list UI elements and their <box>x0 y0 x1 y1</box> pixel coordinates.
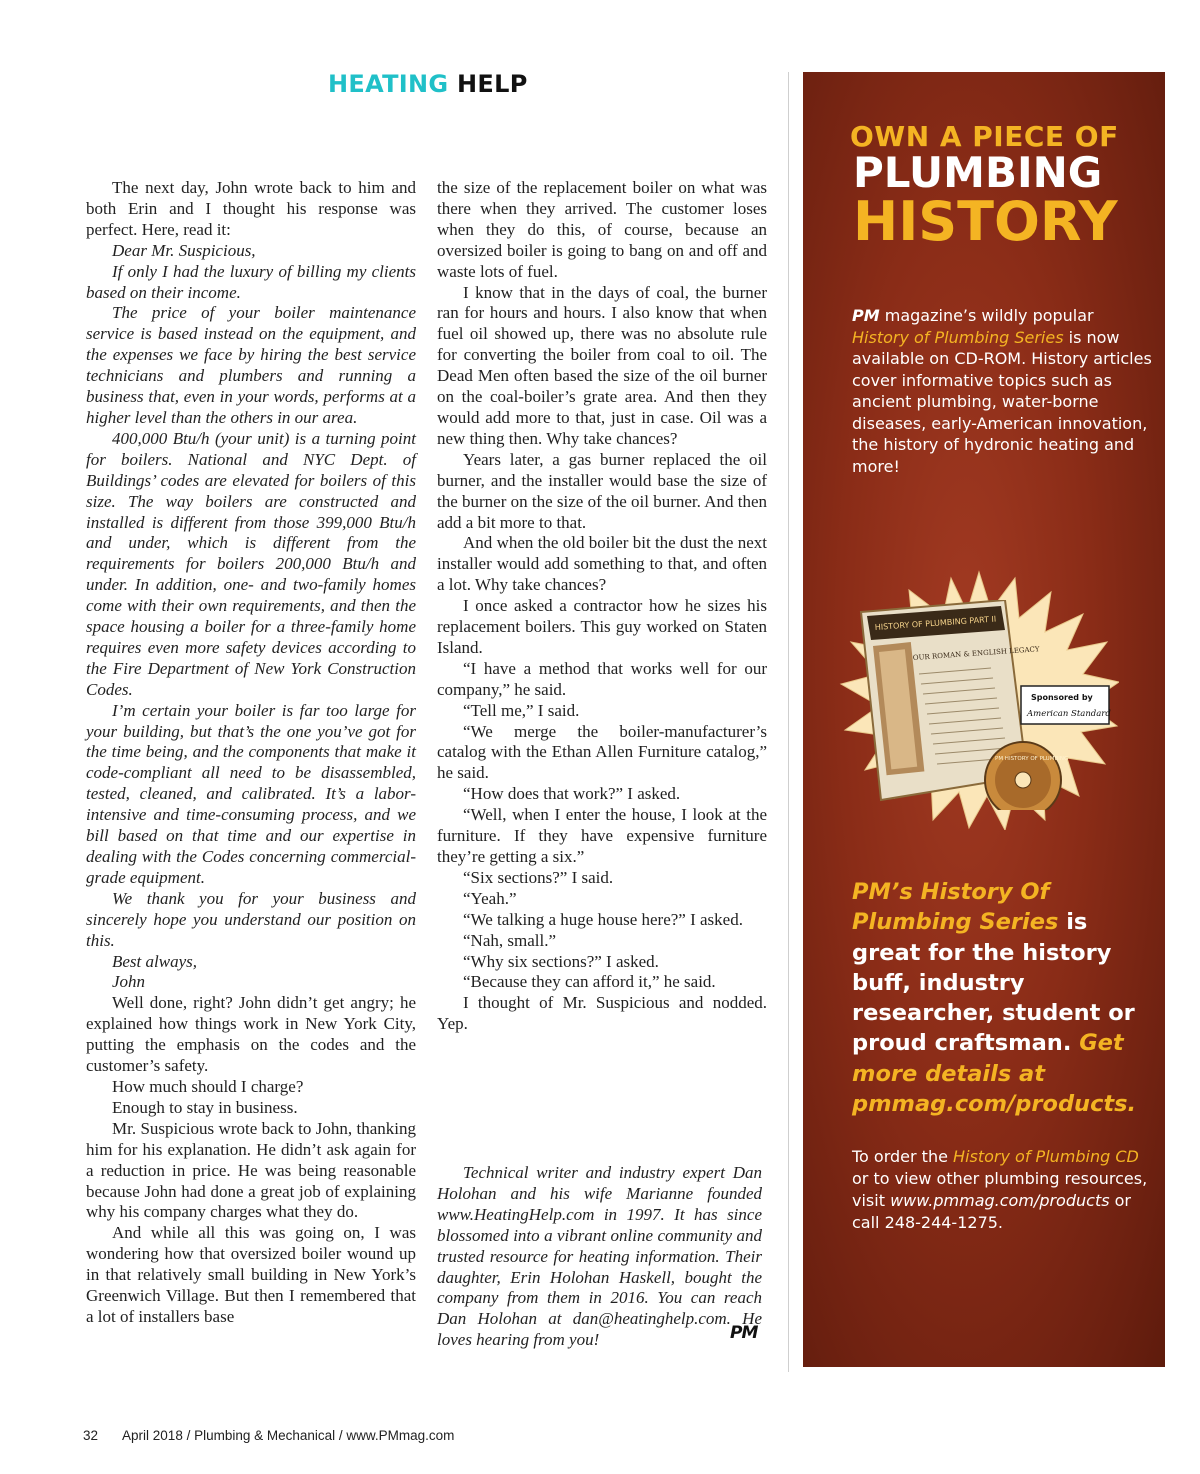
paragraph: And while all this was going on, I was wondering how that oversized boiler wound up in that relatively small building in New York’s Greenwich Village. But then I remembered that a lot of installers base <box>86 1223 416 1326</box>
paragraph: I know that in the days of coal, the burner ran for hours and hours. I also know that when fuel oil showed up, there was no absolute rule for converting the boiler from coal to oil. The Dead Men often based the size of the oil burner on the coal-boiler’s grate area. And then they would add more to that, just in case. Oil was a new thing then. Why take chances? <box>437 282 767 448</box>
paragraph: “I have a method that works well for our company,” he said. <box>437 658 767 699</box>
footer-publication: April 2018 / Plumbing & Mechanical / www.PMmag.com <box>122 1428 455 1443</box>
ad-phone-text: or call 248-244-1275. <box>852 1191 1131 1232</box>
paragraph: If only I had the luxury of billing my clients based on their income. <box>86 261 416 302</box>
ad-series-title: PM’s History Of Plumbing Series <box>852 879 1059 936</box>
paragraph: The next day, John wrote back to him and both Erin and I thought his response was perfect. Here, read it: <box>86 178 416 239</box>
ad-cd-name: History of Plumbing CD <box>953 1147 1139 1166</box>
column-divider <box>788 72 789 1372</box>
ad-description <box>852 305 1152 477</box>
paragraph: Best always, <box>112 951 197 971</box>
sponsor-label: Sponsored by <box>1031 693 1093 702</box>
ad-big-text: is great for the history buff, industry researcher, student or proud craftsman. <box>852 909 1135 1057</box>
paragraph: The price of your boiler maintenance service is based instead on the equipment, and the expenses we face by hiring the best service technicians and plumbers and running a business that, even in your words, performs at a higher level than the others in our area. <box>86 303 416 427</box>
paragraph: I once asked a contractor how he sizes his replacement boilers. This guy worked on Staten Island. <box>437 596 767 657</box>
section-header <box>328 70 528 98</box>
cd-image <box>985 742 1068 810</box>
paragraph: “Nah, small.” <box>463 930 556 950</box>
ad-title-line2: PLUMBING <box>853 148 1103 197</box>
author-bio <box>437 1163 762 1351</box>
paragraph: “We talking a huge house here?” I asked. <box>463 909 743 929</box>
paragraph: Dear Mr. Suspicious, <box>112 240 256 260</box>
paragraph: John <box>112 972 146 992</box>
ad-details-link[interactable]: Get more details at pmmag.com/products. <box>852 1030 1137 1118</box>
paragraph: “Six sections?” I said. <box>463 867 614 887</box>
ad-series-name: History of Plumbing Series <box>852 327 1064 347</box>
paragraph: How much should I charge? <box>112 1076 304 1096</box>
paragraph: 400,000 Btu/h (your unit) is a turning point for boilers. National and NYC Dept. of Buildings’ codes are elevated for boilers of this size. The way boilers are constructed and installed is different from those 399,000 Btu/h and under, which is different from the requirements for boilers 200,000 Btu/h and under. In addition, one- and two-family homes come with their own requirements, and then the space housing a boiler for a three-family home requires even more safety devices according to the Fire Department of New York Construction Codes. <box>86 428 416 699</box>
ad-website-link[interactable]: www.pmmag.com/products <box>890 1191 1110 1210</box>
ad-desc-text: magazine’s wildly popular <box>879 306 1094 325</box>
ad-order-text: To order the <box>852 1147 954 1166</box>
paragraph: I thought of Mr. Suspicious and nodded. Yep. <box>437 993 767 1034</box>
page-number: 32 <box>83 1428 99 1443</box>
booklet-subtitle: OUR ROMAN & ENGLISH LEGACY <box>912 645 1040 662</box>
ad-title-line1: OWN A PIECE OF <box>850 120 1119 153</box>
paragraph: Well done, right? John didn’t get angry; he explained how things work in New York City, putting the emphasis on the codes and the customer’s safety. <box>86 993 416 1076</box>
ad-order-block <box>852 1146 1152 1234</box>
paragraph: “How does that work?” I asked. <box>463 784 681 804</box>
paragraph: the size of the replacement boiler on what was there when they arrived. The customer loses when they do this, of course, because an oversized boiler is going to bang on and off and waste lots of fuel. <box>437 178 767 281</box>
header-heating: HEATING <box>328 70 449 98</box>
booklet-title: HISTORY OF PLUMBING PART II <box>874 614 997 632</box>
paragraph: “Well, when I enter the house, I look at the furniture. If they have expensive furniture they’re getting a six.” <box>437 805 767 866</box>
header-help: HELP <box>457 70 528 98</box>
paragraph: “We merge the boiler-manufacturer’s catalog with the Ethan Allen Furniture catalog,” he said. <box>437 721 767 783</box>
ad-headline-block <box>852 877 1152 1119</box>
ad-title-line3: HISTORY <box>853 190 1118 253</box>
article-column-2 <box>437 178 767 1035</box>
cd-label: PM HISTORY OF PLUMBING <box>995 756 1069 762</box>
author-bio-text: Technical writer and industry expert Dan Holohan and his wife Marianne founded www.HeatingHelp.com in 1997. It has since blossomed into a vibrant online community and trusted resource for heating information. Their daughter, Erin Holohan Haskell, bought the company from them in 2016. You can reach Dan Holohan at dan@heatinghelp.com. He loves hearing from you! <box>437 1163 762 1350</box>
paragraph: “Tell me,” I said. <box>463 700 580 720</box>
pm-end-logo: PM <box>730 1323 758 1343</box>
paragraph: Years later, a gas burner replaced the oil burner, and the installer would base the size of the burner on the size of the oil burner. And then add a bit more to that. <box>437 449 767 532</box>
product-image <box>855 600 1113 810</box>
page-footer <box>83 1428 454 1443</box>
paragraph: “Why six sections?” I asked. <box>463 951 659 971</box>
sponsor-name: American Standard <box>1027 709 1111 719</box>
ad-pm-mark: PM <box>852 306 880 325</box>
paragraph: We thank you for your business and sincerely hope you understand our position on this. <box>86 888 416 950</box>
ad-order-text: or to view other plumbing resources, visit <box>852 1169 1148 1210</box>
paragraph: Mr. Suspicious wrote back to John, thanking him for his explanation. He didn’t ask again for a reduction in price. He was being reasonable because John had done a great job of explaining why his company charges what they do. <box>86 1118 416 1222</box>
paragraph: I’m certain your boiler is far too large for your building, but that’s the one you’ve got for the time being, and the components that make it code-compliant all need to be disassembled, tested, cleaned, and calibrated. It’s a labor-intensive and time-consuming process, and we bill based on that time and our expertise in dealing with the Codes concerning commercial-grade equipment. <box>86 700 416 887</box>
sponsor-tag <box>1021 686 1111 724</box>
ad-desc-text: is now available on CD-ROM. History articles cover informative topics such as ancient plumbing, water-borne diseases, early-American innovation, the history of hydronic heating and more! <box>852 327 1152 476</box>
advertisement[interactable] <box>803 72 1165 1367</box>
paragraph: “Yeah.” <box>463 888 517 908</box>
paragraph: “Because they can afford it,” he said. <box>463 972 716 992</box>
paragraph: And when the old boiler bit the dust the next installer would add something to that, and often a lot. Why take chances? <box>437 533 767 595</box>
article-column-1 <box>86 178 416 1328</box>
paragraph: Enough to stay in business. <box>112 1097 298 1117</box>
